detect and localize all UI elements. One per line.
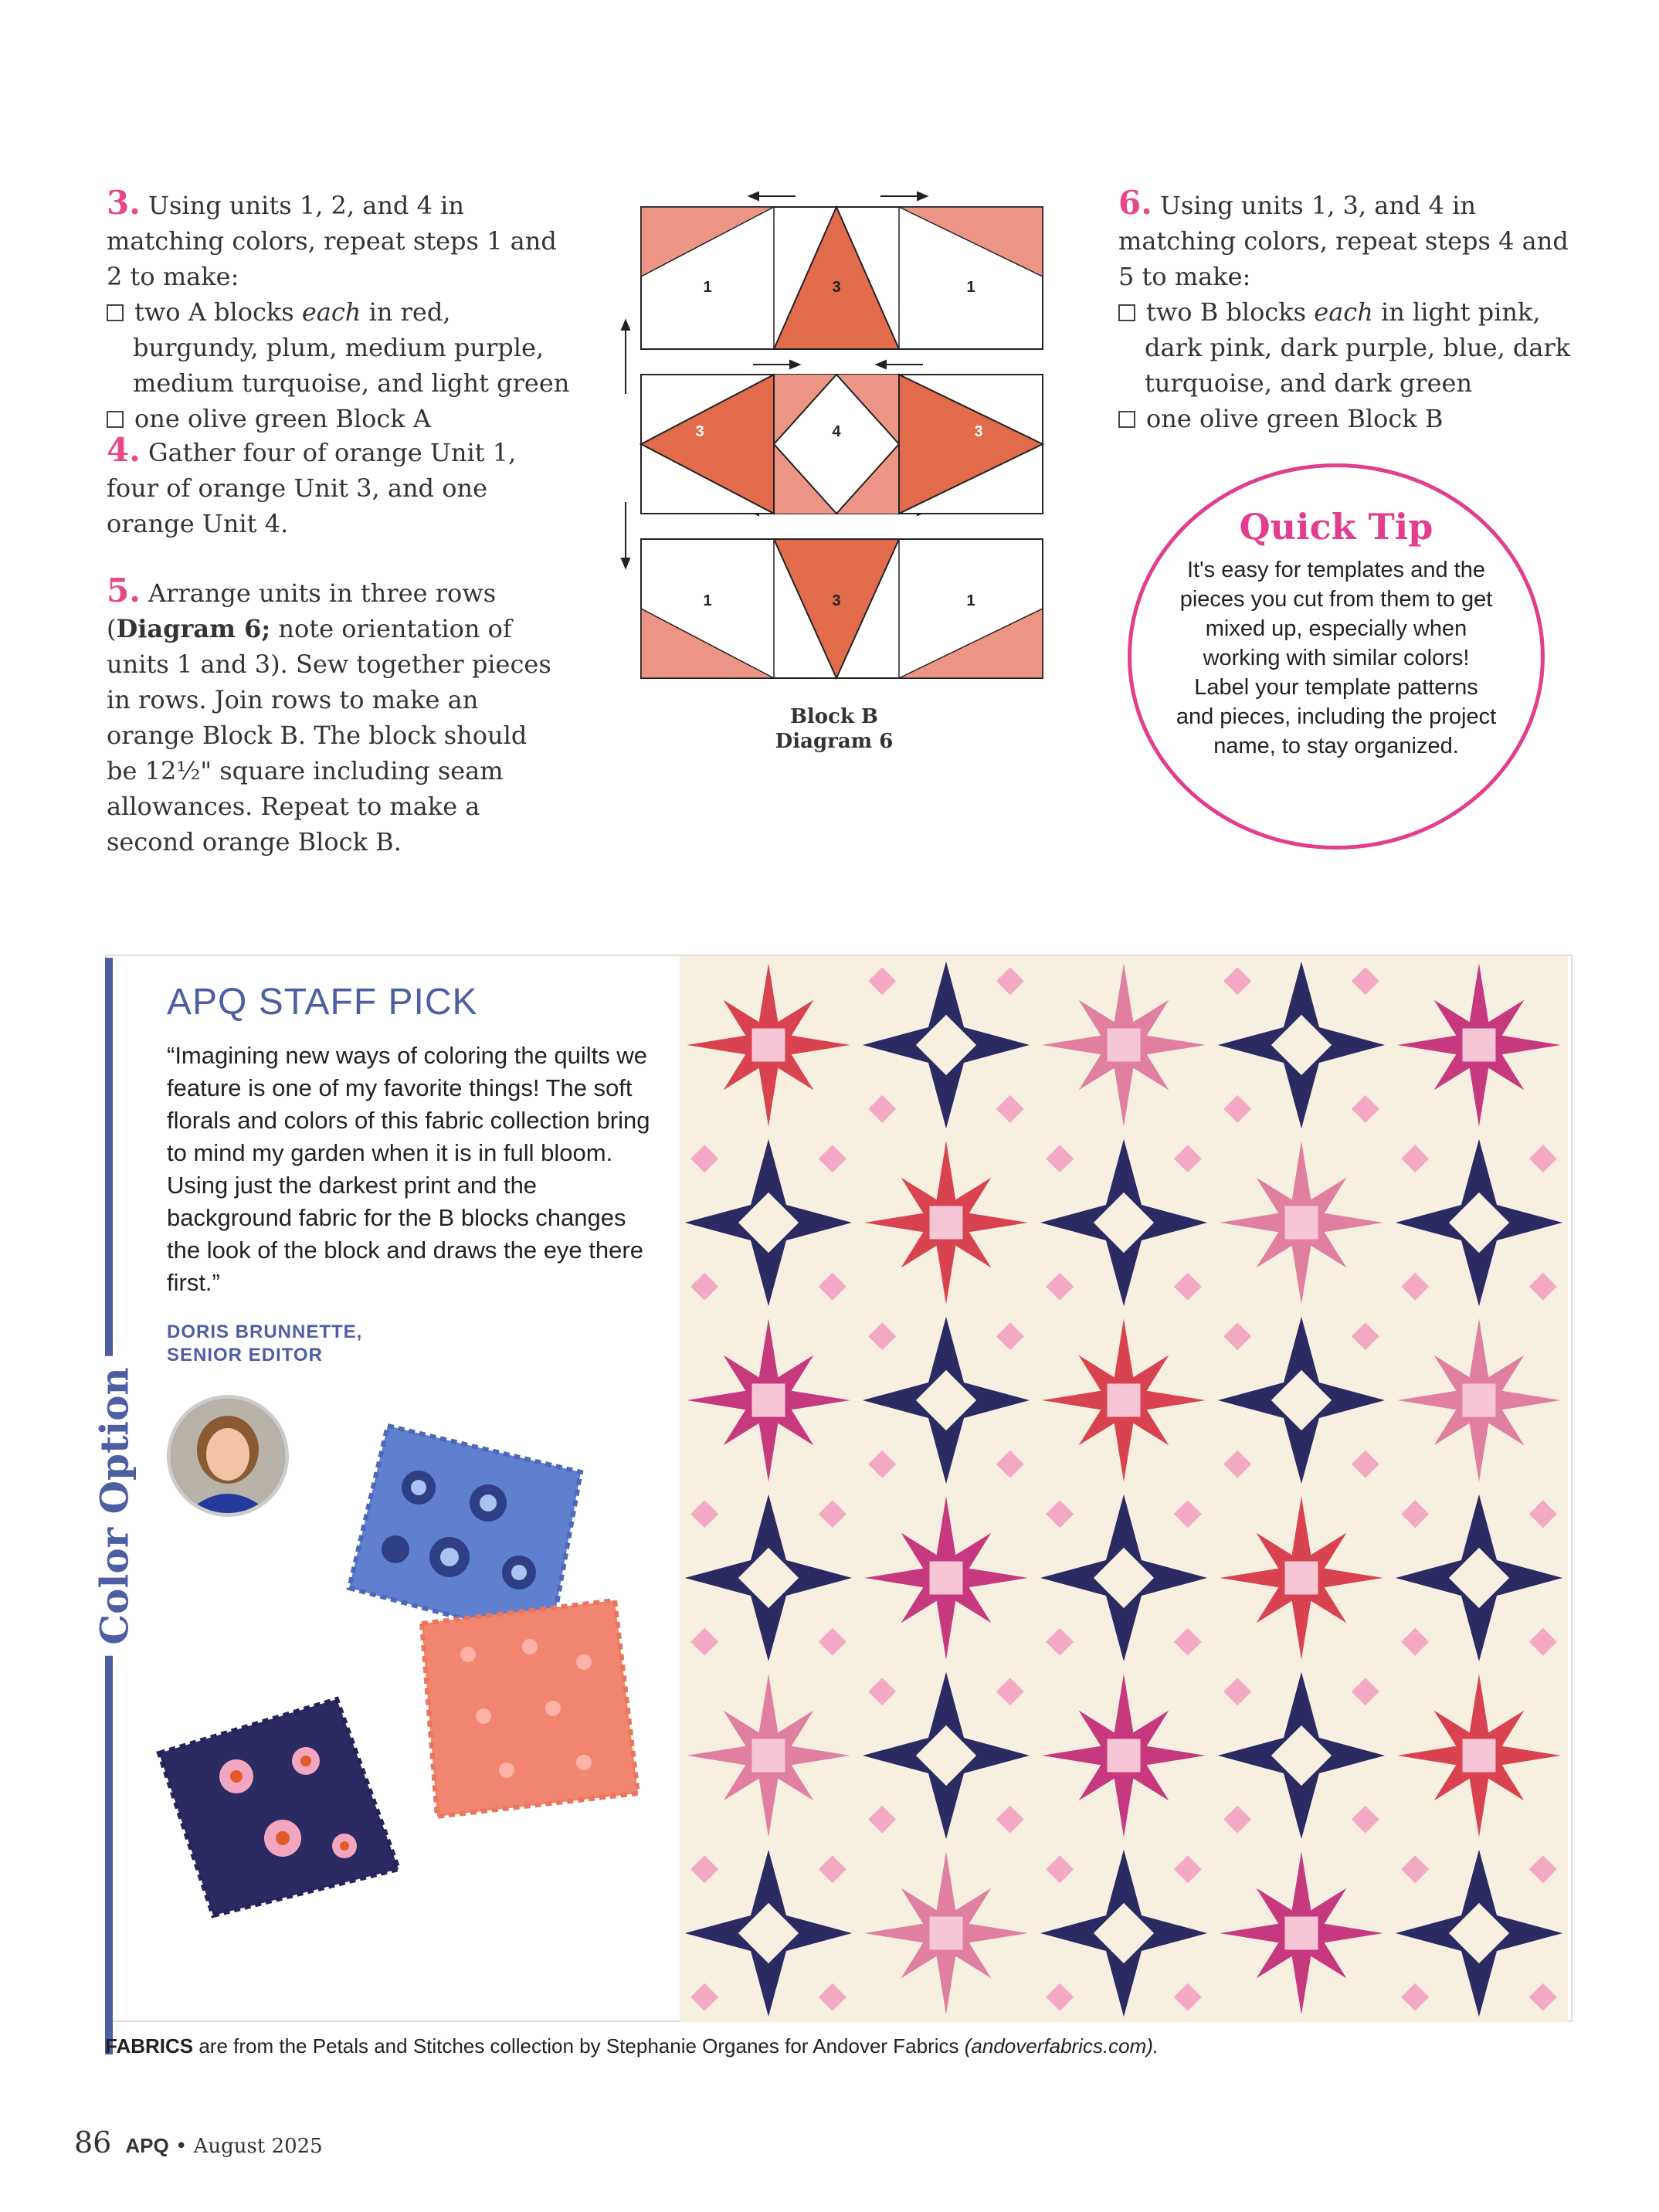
step-list — [1118, 294, 1582, 436]
fabric-swatch-navy — [151, 1691, 406, 1923]
color-option-label — [91, 1344, 137, 1668]
list-item — [107, 294, 570, 401]
step-4 — [107, 433, 555, 541]
step-number: 5. — [107, 572, 141, 609]
quilt-star-center — [928, 1915, 964, 1951]
quilt-star-center — [1106, 1027, 1142, 1063]
unit-label: 4 — [832, 423, 841, 440]
author-name: DORIS BRUNNETTE, — [167, 1321, 363, 1342]
list-text: one olive green Block A — [134, 404, 431, 433]
list-item — [1118, 294, 1582, 401]
step-number: 3. — [107, 184, 141, 222]
issue-date: August 2025 — [193, 2135, 323, 2158]
caption-line: Diagram 6 — [775, 730, 894, 753]
quick-tip — [1128, 463, 1545, 850]
unit-label: 3 — [832, 279, 841, 296]
staff-pick-author — [167, 1321, 362, 1367]
block-b-diagram — [618, 185, 1050, 695]
fabric-swatch-coral — [406, 1593, 646, 1824]
quilt-star-center — [1284, 1205, 1319, 1240]
checkbox-icon — [107, 304, 124, 321]
quilt-star-center — [1284, 1560, 1319, 1596]
staff-pick-quote: “Imagining new ways of coloring the quilts we feature is one of my favorite things! The soft florals and colors of this fabric collection bring to mind my garden when it is in full bloom. Using just the darkest print and the background fabric for the B blocks changes the look of the block and draws the eye there first.” — [167, 1042, 650, 1296]
step-6 — [1118, 185, 1582, 436]
staff-pick-title: APQ STAFF PICK — [167, 982, 478, 1023]
list-item — [107, 401, 570, 436]
tip-title: Quick Tip — [1239, 506, 1433, 548]
quilt-star-center — [751, 1027, 786, 1063]
diagram-caption — [718, 704, 950, 754]
step-intro: Using units 1, 2, and 4 in matching colors, repeat steps 1 and 2 to make: — [107, 191, 557, 291]
unit-label: 1 — [966, 279, 975, 296]
unit-label: 3 — [695, 423, 704, 440]
unit-label: 1 — [703, 592, 712, 609]
author-title: SENIOR EDITOR — [167, 1345, 323, 1366]
step-3 — [107, 185, 570, 436]
checkbox-icon — [107, 411, 124, 428]
unit-label: 3 — [974, 423, 983, 440]
list-text: two A blocks — [134, 297, 302, 327]
quilt-star-center — [928, 1205, 964, 1240]
page-footer — [74, 2125, 323, 2159]
checkbox-icon — [1118, 411, 1135, 428]
quilt-star-center — [1284, 1915, 1319, 1951]
step-text: Arrange units in three rows ( — [107, 578, 497, 643]
portrait-image — [171, 1399, 285, 1513]
list-text-italic: each — [301, 297, 361, 327]
fabrics-text: are from the Petals and Stitches collection by Stephanie Organes for Andover Fabrics — [193, 2034, 965, 2058]
caption-line: Block B — [789, 705, 879, 728]
diagram-reference: Diagram 6; — [116, 614, 271, 643]
list-item — [1118, 401, 1582, 436]
magazine-name: APQ — [125, 2134, 169, 2157]
list-text: one olive green Block B — [1146, 404, 1444, 433]
list-text-italic: each — [1314, 297, 1373, 327]
step-number: 4. — [107, 431, 141, 469]
step-5 — [107, 573, 562, 860]
quilt-star-center — [1461, 1382, 1497, 1418]
unit-label: 3 — [832, 592, 841, 609]
step-list — [107, 294, 570, 436]
step-intro: Using units 1, 3, and 4 in matching colors, repeat steps 4 and 5 to make: — [1118, 191, 1569, 291]
unit-label: 1 — [703, 279, 712, 296]
quilt-star-center — [1461, 1738, 1497, 1773]
list-text: in light pink, dark pink, dark purple, blue, dark turquoise, and dark green — [1145, 297, 1571, 398]
fabrics-site: (andoverfabrics.com). — [964, 2034, 1159, 2058]
color-option-label-text: Color Option — [92, 1356, 137, 1656]
fabrics-note — [105, 2034, 1159, 2058]
list-text: two B blocks — [1146, 297, 1315, 327]
quilt-star-center — [751, 1738, 786, 1773]
quilt-illustration — [680, 956, 1568, 2022]
quilt-star-center — [928, 1560, 964, 1596]
diagram-rows — [641, 207, 1043, 678]
step-text: Gather four of orange Unit 1, four of orange Unit 3, and one orange Unit 4. — [107, 438, 517, 538]
list-text: in red, burgundy, plum, medium purple, medium turquoise, and light green — [133, 297, 570, 398]
quilt-star-center — [1106, 1382, 1142, 1418]
tip-text: It's easy for templates and the pieces you cut from them to get mixed up, especially when working with similar colors! Label your template patterns and pieces, including the project name, to stay organized. — [1176, 558, 1497, 758]
footer-separator: • — [168, 2135, 194, 2158]
step-text: note orientation of units 1 and 3). Sew together pieces in rows. Join rows to make an orange Block B. The block should be 12½" square including seam allowances. Repeat to make a second orange Block B. — [107, 614, 551, 857]
quilt-star-center — [1106, 1738, 1142, 1773]
fabrics-label: FABRICS — [105, 2034, 194, 2058]
step-number: 6. — [1118, 184, 1152, 222]
quilt-star-center — [751, 1382, 786, 1418]
page-number: 86 — [74, 2125, 112, 2159]
checkbox-icon — [1118, 304, 1135, 321]
quilt-star-center — [1461, 1027, 1497, 1063]
unit-label: 1 — [966, 592, 975, 609]
avatar — [167, 1395, 289, 1517]
